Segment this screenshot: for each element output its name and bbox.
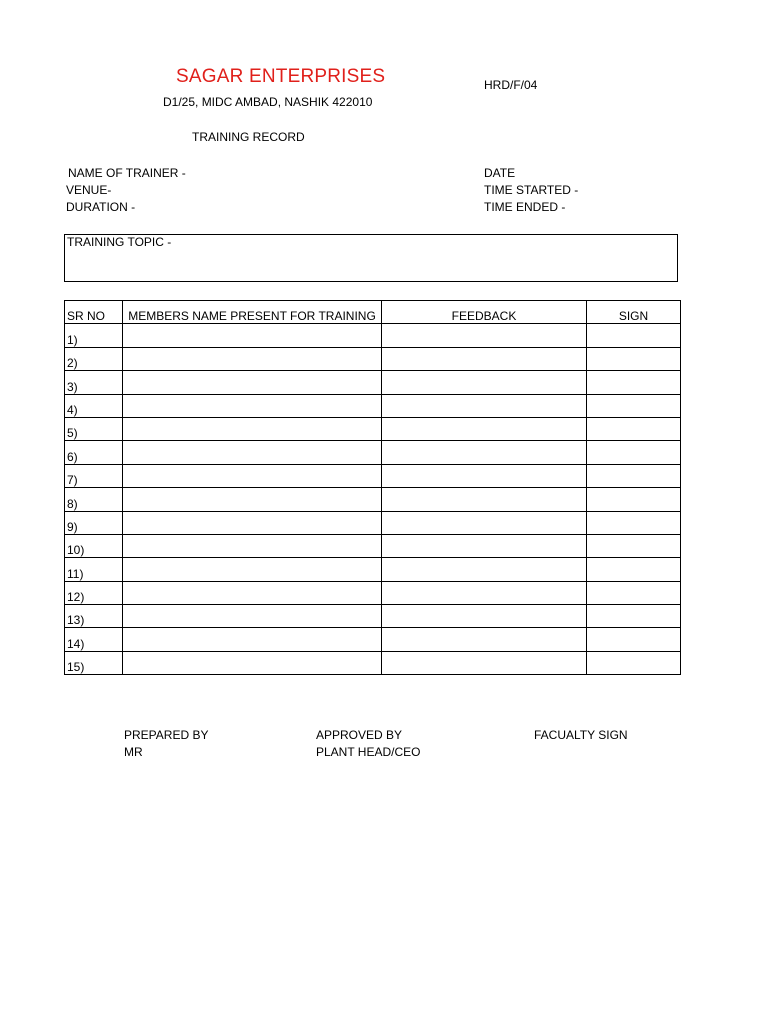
sr-no-cell: 9) — [65, 511, 123, 534]
feedback-cell[interactable] — [382, 417, 587, 440]
table-row — [65, 347, 681, 370]
sign-cell[interactable] — [587, 628, 681, 651]
table-row — [65, 558, 681, 581]
feedback-cell[interactable] — [382, 581, 587, 604]
document-title: TRAINING RECORD — [192, 130, 305, 144]
feedback-cell[interactable] — [382, 558, 587, 581]
feedback-cell[interactable] — [382, 511, 587, 534]
member-name-cell[interactable] — [123, 605, 382, 628]
sign-cell[interactable] — [587, 394, 681, 417]
sr-no-cell: 11) — [65, 558, 123, 581]
sign-cell[interactable] — [587, 651, 681, 674]
table-row — [65, 371, 681, 394]
member-name-cell[interactable] — [123, 441, 382, 464]
col-header-feedback: FEEDBACK — [382, 301, 587, 324]
approved-by-label: APPROVED BY — [316, 728, 403, 742]
sr-no-cell: 15) — [65, 651, 123, 674]
member-name-cell[interactable] — [123, 347, 382, 370]
table-row — [65, 417, 681, 440]
sr-no-cell: 8) — [65, 488, 123, 511]
time-ended-label: TIME ENDED - — [484, 200, 566, 214]
sr-no-cell: 4) — [65, 394, 123, 417]
table-header-row — [65, 301, 681, 324]
sr-no-cell: 12) — [65, 581, 123, 604]
sign-cell[interactable] — [587, 347, 681, 370]
venue-label: VENUE- — [66, 183, 112, 197]
member-name-cell[interactable] — [123, 628, 382, 651]
sign-cell[interactable] — [587, 441, 681, 464]
training-topic-box[interactable] — [64, 234, 678, 282]
sr-no-cell: 3) — [65, 371, 123, 394]
sign-cell[interactable] — [587, 581, 681, 604]
feedback-cell[interactable] — [382, 347, 587, 370]
duration-label: DURATION - — [66, 200, 136, 214]
form-code: HRD/F/04 — [484, 78, 538, 92]
member-name-cell[interactable] — [123, 324, 382, 347]
member-name-cell[interactable] — [123, 534, 382, 557]
feedback-cell[interactable] — [382, 464, 587, 487]
sign-cell[interactable] — [587, 534, 681, 557]
table-row — [65, 651, 681, 674]
feedback-cell[interactable] — [382, 371, 587, 394]
sr-no-cell: 5) — [65, 417, 123, 440]
sign-cell[interactable] — [587, 417, 681, 440]
sr-no-cell: 7) — [65, 464, 123, 487]
member-name-cell[interactable] — [123, 651, 382, 674]
prepared-by-role: MR — [124, 745, 143, 759]
sr-no-cell: 6) — [65, 441, 123, 464]
feedback-cell[interactable] — [382, 605, 587, 628]
company-address: D1/25, MIDC AMBAD, NASHIK 422010 — [163, 95, 373, 109]
member-name-cell[interactable] — [123, 511, 382, 534]
table-row — [65, 581, 681, 604]
member-name-cell[interactable] — [123, 558, 382, 581]
col-header-sr-no: SR NO — [65, 301, 123, 324]
feedback-cell[interactable] — [382, 534, 587, 557]
attendance-table — [64, 300, 681, 675]
member-name-cell[interactable] — [123, 581, 382, 604]
sr-no-cell: 2) — [65, 347, 123, 370]
table-row — [65, 464, 681, 487]
date-label: DATE — [484, 166, 516, 180]
feedback-cell[interactable] — [382, 394, 587, 417]
table-row — [65, 605, 681, 628]
feedback-cell[interactable] — [382, 441, 587, 464]
sr-no-cell: 14) — [65, 628, 123, 651]
member-name-cell[interactable] — [123, 371, 382, 394]
sr-no-cell: 13) — [65, 605, 123, 628]
feedback-cell[interactable] — [382, 488, 587, 511]
sr-no-cell: 10) — [65, 534, 123, 557]
sign-cell[interactable] — [587, 464, 681, 487]
prepared-by-label: PREPARED BY — [124, 728, 209, 742]
sr-no-cell: 1) — [65, 324, 123, 347]
col-header-members: MEMBERS NAME PRESENT FOR TRAINING — [123, 301, 382, 324]
sign-cell[interactable] — [587, 558, 681, 581]
feedback-cell[interactable] — [382, 628, 587, 651]
table-row — [65, 441, 681, 464]
training-topic-label: TRAINING TOPIC - — [67, 235, 172, 249]
feedback-cell[interactable] — [382, 324, 587, 347]
table-row — [65, 511, 681, 534]
member-name-cell[interactable] — [123, 394, 382, 417]
table-row — [65, 534, 681, 557]
faculty-sign-label: FACUALTY SIGN — [534, 728, 628, 742]
sign-cell[interactable] — [587, 371, 681, 394]
time-started-label: TIME STARTED - — [484, 183, 579, 197]
sign-cell[interactable] — [587, 488, 681, 511]
member-name-cell[interactable] — [123, 464, 382, 487]
company-name: SAGAR ENTERPRISES — [176, 66, 386, 87]
trainer-label: NAME OF TRAINER - — [68, 166, 186, 180]
feedback-cell[interactable] — [382, 651, 587, 674]
sign-cell[interactable] — [587, 324, 681, 347]
sign-cell[interactable] — [587, 605, 681, 628]
table-row — [65, 394, 681, 417]
col-header-sign: SIGN — [587, 301, 681, 324]
table-row — [65, 488, 681, 511]
table-row — [65, 628, 681, 651]
approved-by-role: PLANT HEAD/CEO — [316, 745, 421, 759]
member-name-cell[interactable] — [123, 488, 382, 511]
member-name-cell[interactable] — [123, 417, 382, 440]
sign-cell[interactable] — [587, 511, 681, 534]
table-row — [65, 324, 681, 347]
